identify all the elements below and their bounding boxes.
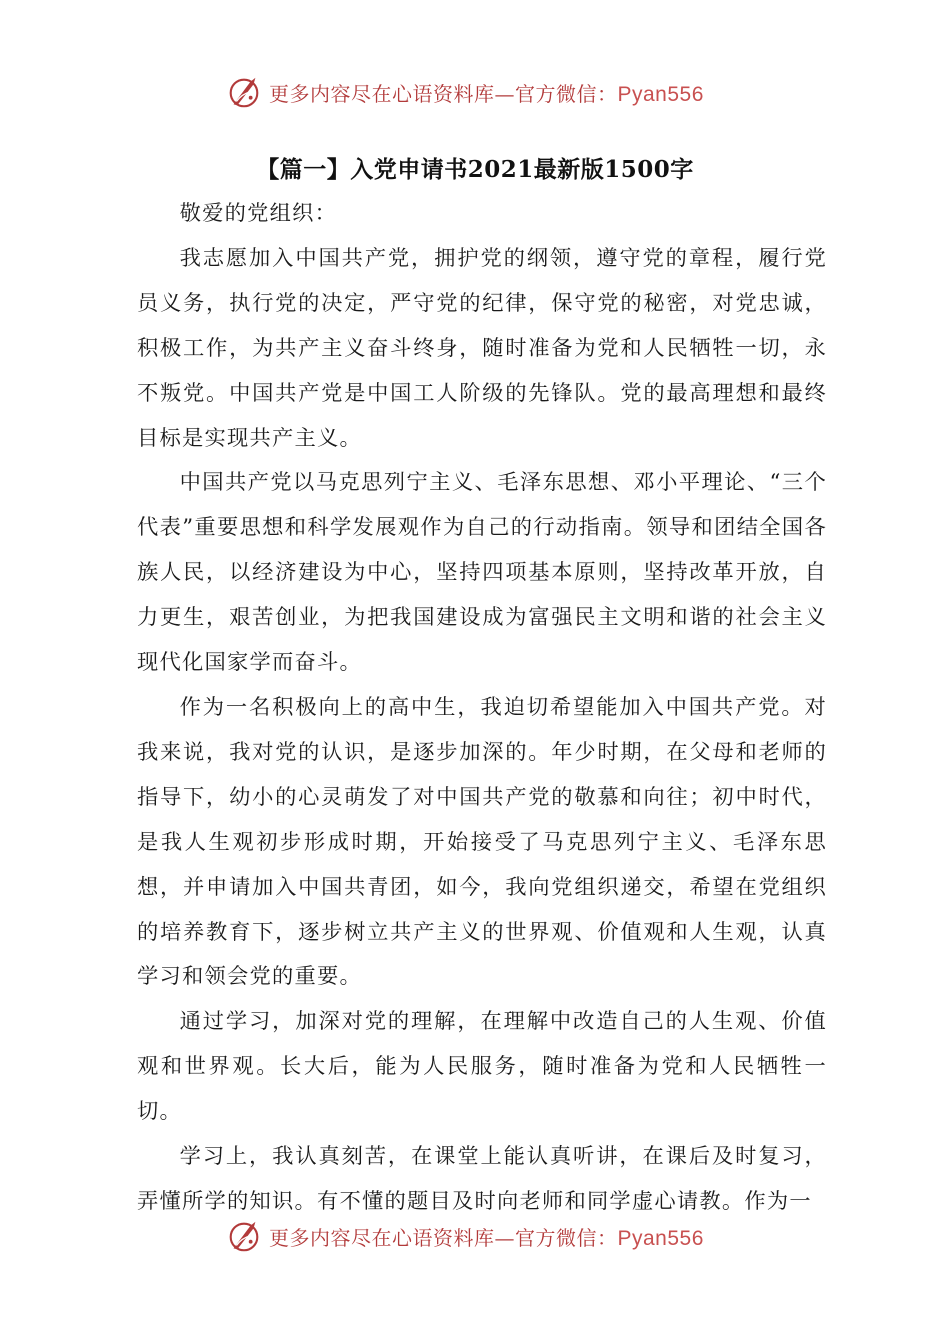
paragraph: 通过学习，加深对党的理解，在理解中改造自己的人生观、价值观和世界观。长大后，能为人民服务，随时准备为党和人民牺牲一切。 [137,1009,827,1125]
pen-logo-icon [225,73,263,111]
document-body [137,192,827,1225]
paragraph: 我志愿加入中国共产党，拥护党的纲领，遵守党的章程，履行党员义务，执行党的决定，严守党的纪律，保守党的秘密，对党忠诚，积极工作，为共产主义奋斗终身，随时准备为党和人民牺牲一切，永不叛党。中国共产党是中国工人阶级的先锋队。党的最高理想和最终目标是实现共产主义。 [137,245,827,451]
paragraph: 中国共产党以马克思列宁主义、毛泽东思想、邓小平理论、“三个代表”重要思想和科学发展观作为自己的行动指南。领导和团结全国各族人民，以经济建设为中心，坚持四项基本原则，坚持改革开放，自力更生，艰苦创业，为把我国建设成为富强民主文明和谐的社会主义现代化国家学而奋斗。 [137,470,827,676]
header-banner-text [269,78,704,107]
salutation: 敬爱的党组织： [179,201,338,226]
header-banner-label: 更多内容尽在心语资料库—官方微信： [269,81,618,106]
paragraph: 作为一名积极向上的高中生，我迫切希望能加入中国共产党。对我来说，我对党的认识，是逐步加深的。年少时期，在父母和老师的指导下，幼小的心灵萌发了对中国共产党的敬慕和向往；初中时代，是我人生观初步形成时期，开始接受了马克思列宁主义、毛泽东思想，并申请加入中国共青团，如今，我向党组织递交，希望在党组织的培养教育下，逐步树立共产主义的世界观、价值观和人生观，认真学习和领会党的重要。 [137,694,827,990]
pen-logo-icon [225,1217,263,1255]
document-title: 【篇一】入党申请书2021最新版1500字 [256,156,694,183]
header-banner [225,72,704,112]
footer-banner-label: 更多内容尽在心语资料库—官方微信： [269,1225,618,1250]
header-banner-wechat-id: Pyan556 [617,82,704,106]
footer-banner [225,1216,704,1256]
footer-banner-wechat-id: Pyan556 [617,1226,704,1250]
footer-banner-text [269,1222,704,1251]
paragraph: 学习上，我认真刻苦，在课堂上能认真听讲，在课后及时复习，弄懂所学的知识。有不懂的题目及时向老师和同学虚心请教。作为一 [137,1144,827,1214]
